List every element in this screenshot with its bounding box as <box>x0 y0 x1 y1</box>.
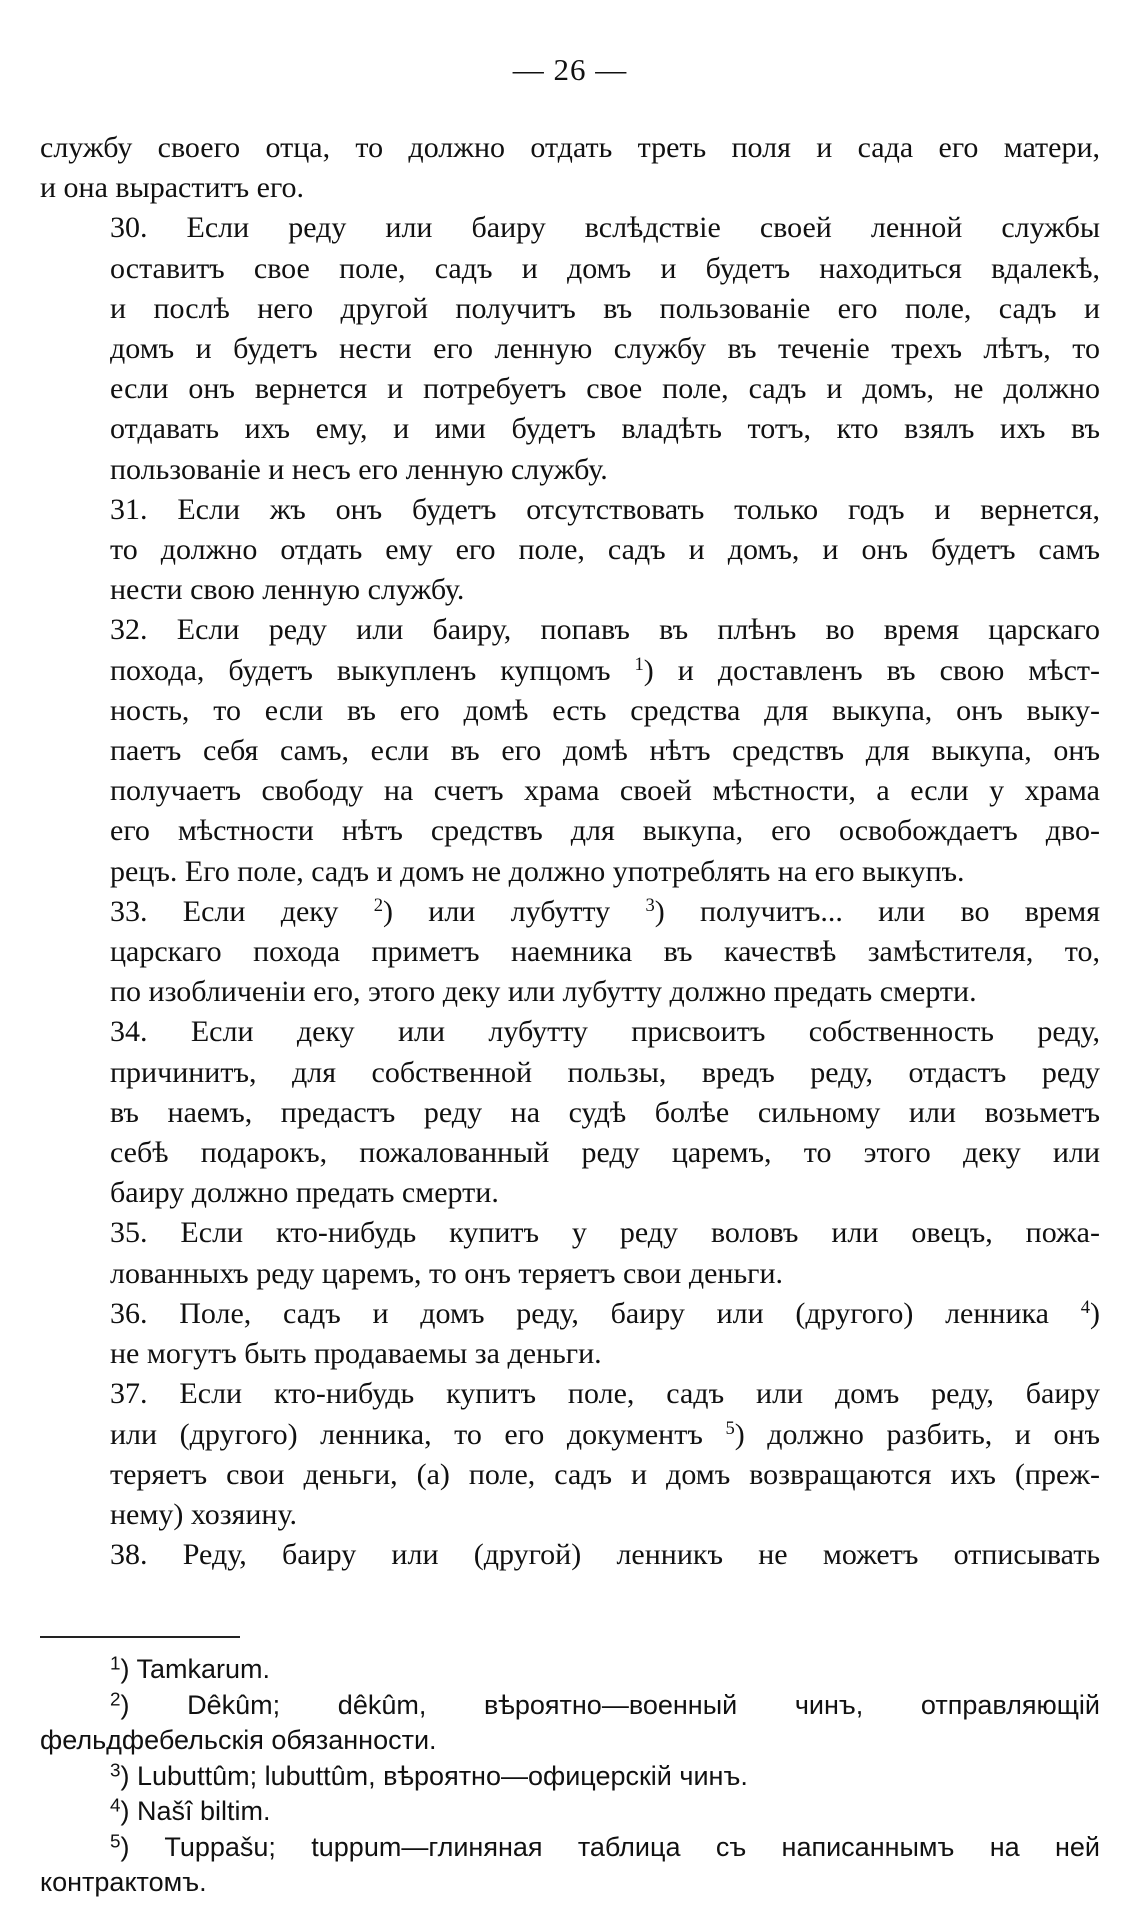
text-line: по изобличеніи его, этого деку или лубутту должно предать смерти. <box>110 975 977 1009</box>
text-line: получаетъ свободу на счетъ храма своей мѣстности, а если у храма <box>110 774 1100 808</box>
footnote-line: $^2$) Dêkûm; dêkûm, вѣроятно—военный чинъ, отправляющій <box>110 1689 1100 1720</box>
text-line: рецъ. Его поле, садъ и домъ не должно употреблять на его выкупъ. <box>110 854 965 888</box>
text-line: нему) хозяину. <box>110 1497 297 1531</box>
footnotes <box>40 1652 1100 1901</box>
footnote-ref: 4 <box>1080 1296 1090 1318</box>
text-line: и послѣ него другой получитъ въ пользованіе его поле, садъ и <box>110 291 1100 325</box>
article-30 <box>40 208 1100 489</box>
article-34 <box>40 1012 1100 1213</box>
text-line: и она выраститъ его. <box>40 171 305 205</box>
text-line: ность, то если въ его домѣ есть средства для выкупа, онъ выку- <box>110 693 1100 727</box>
article-37 <box>40 1374 1100 1535</box>
text-line: 32. Если реду или баиру, попавъ въ плѣнъ во время царскаго <box>110 613 1100 647</box>
text-line: 30. Если реду или баиру вслѣдствіе своей ленной службы <box>110 211 1100 245</box>
article-33 <box>40 892 1100 1013</box>
text-line: отдавать ихъ ему, и ими будетъ владѣть тотъ, кто взялъ ихъ въ <box>110 412 1100 446</box>
article-35 <box>40 1213 1100 1293</box>
text-line: то должно отдать ему его поле, садъ и домъ, и онъ будетъ самъ <box>110 533 1100 567</box>
article-32 <box>40 610 1100 891</box>
text-line: царскаго похода приметъ наемника въ качествѣ замѣстителя, то, <box>110 935 1100 969</box>
footnote-ref: 1 <box>634 653 644 675</box>
footnote-line: $^3$) Lubuttûm; lubuttûm, вѣроятно—офицерскій чинъ. <box>110 1760 748 1791</box>
page-number: — 26 — <box>512 52 628 87</box>
text-line: причинитъ, для собственной пользы, вредъ реду, отдастъ реду <box>110 1055 1100 1089</box>
footnote-ref: 3 <box>645 894 655 916</box>
text-line: или (другого) ленника, то его документъ $^5$) должно разбить, и онъ <box>110 1417 1101 1451</box>
main-text <box>40 128 1100 1575</box>
footnote-line: $^4$) Našî biltim. <box>110 1795 271 1826</box>
footnote-line: $^5$) Tuppašu; tuppum—глиняная таблица съ написаннымъ на ней <box>110 1831 1100 1862</box>
article-38 <box>40 1535 1100 1575</box>
text-line: 34. Если деку или лубутту присвоитъ собственность реду, <box>110 1015 1100 1049</box>
article-36 <box>40 1294 1100 1374</box>
article-31 <box>40 490 1100 611</box>
text-line: службу своего отца, то должно отдать треть поля и сада его матери, <box>40 131 1100 164</box>
footnote-separator <box>40 1636 240 1638</box>
text-line: въ наемъ, предастъ реду на судѣ болѣе сильному или возьметъ <box>110 1095 1100 1129</box>
footnote-mark: 2 <box>110 1689 121 1710</box>
footnote-3 <box>40 1759 1100 1795</box>
text-line: если онъ вернется и потребуетъ свое поле, садъ и домъ, не должно <box>110 372 1100 406</box>
footnote-1 <box>40 1652 1100 1688</box>
footnote-ref: 2 <box>373 894 384 916</box>
text-line: теряетъ свои деньги, (а) поле, садъ и домъ возвращаются ихъ (преж- <box>110 1457 1100 1491</box>
text-line: баиру должно предать смерти. <box>110 1176 499 1210</box>
footnote-5 <box>40 1830 1100 1901</box>
text-line: пользованіе и несъ его ленную службу. <box>110 452 608 486</box>
text-line: не могутъ быть продаваемы за деньги. <box>110 1337 602 1371</box>
text-line: себѣ подарокъ, пожалованный реду царемъ, то этого деку или <box>110 1136 1100 1170</box>
footnote-4 <box>40 1794 1100 1830</box>
footnote-line: $^1$) Tamkarum. <box>110 1653 271 1684</box>
footnote-2 <box>40 1688 1100 1759</box>
footnote-mark: 4 <box>110 1795 121 1817</box>
footnote-line: фельдфебельскія обязанности. <box>40 1725 437 1755</box>
text-line: домъ и будетъ нести его ленную службу въ теченіе трехъ лѣтъ, то <box>110 332 1100 366</box>
text-line: оставитъ свое поле, садъ и домъ и будетъ находиться вдалекѣ, <box>110 251 1100 285</box>
text-line: 35. Если кто-нибудь купитъ у реду воловъ или овецъ, пожа- <box>110 1216 1100 1250</box>
text-line: его мѣстности нѣтъ средствъ для выкупа, его освобождаетъ дво- <box>110 814 1100 848</box>
text-line: паетъ себя самъ, если въ его домѣ нѣтъ средствъ для выкупа, онъ <box>110 734 1100 768</box>
footnote-mark: 1 <box>110 1653 121 1675</box>
footnote-mark: 5 <box>110 1831 121 1852</box>
text-line: 37. Если кто-нибудь купитъ поле, садъ или домъ реду, баиру <box>110 1377 1100 1411</box>
text-line: 36. Поле, садъ и домъ реду, баиру или (другого) ленника $^4$) <box>110 1296 1100 1330</box>
text-line: 38. Реду, баиру или (другой) ленникъ не можетъ отписывать <box>110 1538 1100 1572</box>
text-line: похода, будетъ выкупленъ купцомъ $^1$) и доставленъ въ свою мѣст- <box>110 653 1100 687</box>
text-line: 31. Если жъ онъ будетъ отсутствовать только годъ и вернется, <box>110 492 1100 526</box>
text-line: лованныхъ реду царемъ, то онъ теряетъ свои деньги. <box>110 1256 784 1290</box>
text-line: нести свою ленную службу. <box>110 573 465 607</box>
paragraph-continuation <box>40 128 1100 208</box>
footnote-line: контрактомъ. <box>40 1867 207 1897</box>
footnote-mark: 3 <box>110 1760 121 1781</box>
footnote-ref: 5 <box>725 1417 735 1439</box>
text-line: 33. Если деку $^2$) или лубутту $^3$) получитъ... или во время <box>110 894 1101 928</box>
